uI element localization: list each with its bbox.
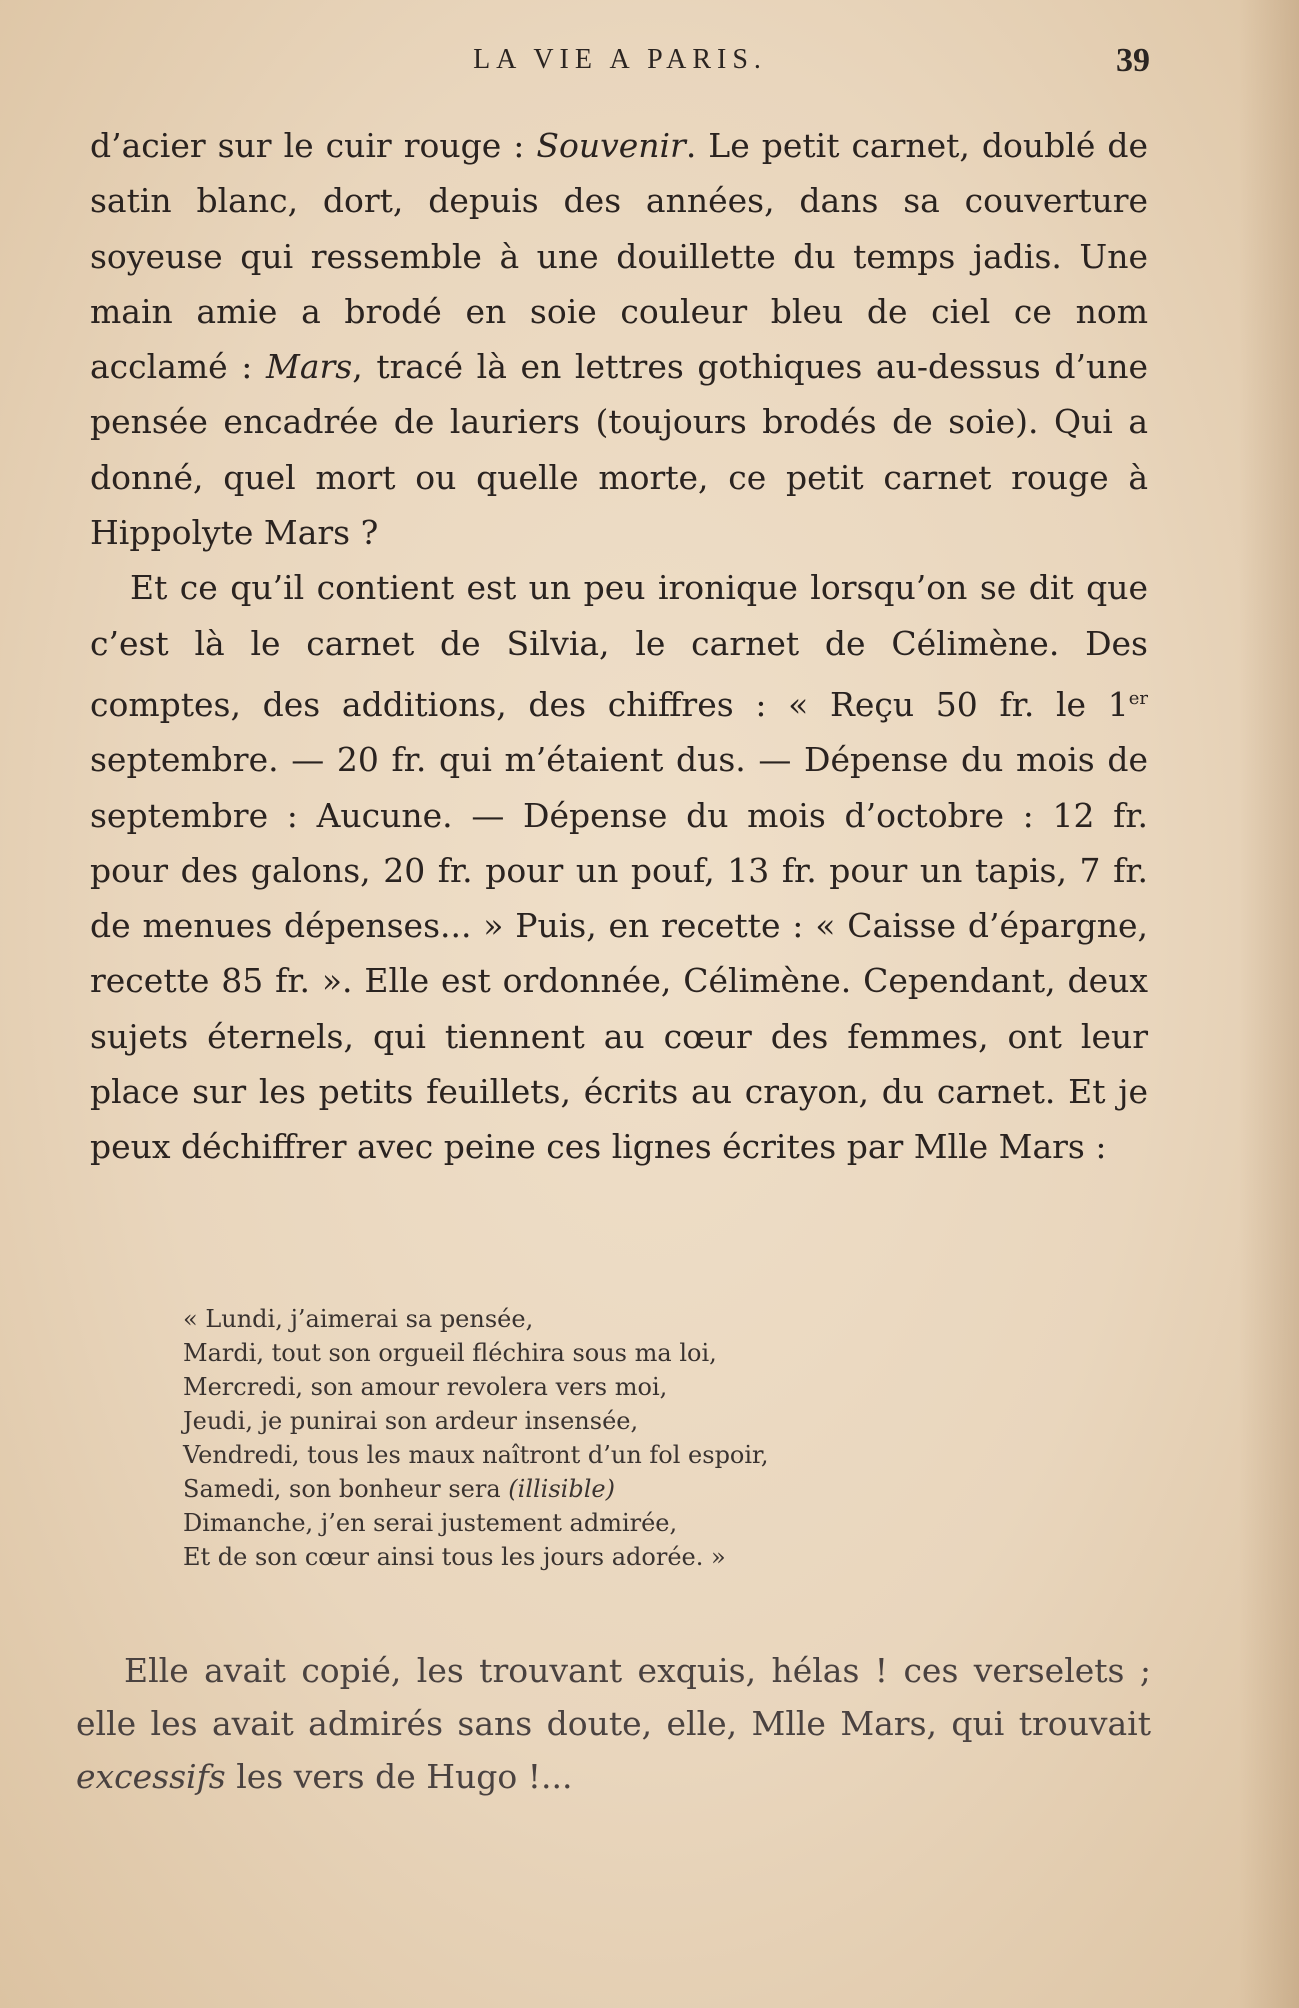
poem-line-4: Jeudi, je punirai son ardeur insensée, xyxy=(183,1407,639,1435)
poem-line-6-italic: (illisible) xyxy=(508,1475,615,1503)
closing-part-2: les vers de Hugo !... xyxy=(225,1757,573,1796)
paragraph-2 xyxy=(90,560,1148,1174)
paragraph-2-part-2: septembre. — 20 fr. qui m’étaient dus. — Dépense du mois de septembre : Aucune. — Dépense du mois d’octobre : 12 fr. pour des galons, 20 fr. pour un pouf, 13 fr. pour un tapis, 7 fr. de menues dépenses... » Puis, en recette : « Caisse d’épargne, recette 85 fr. ». Elle est ordonnée, Célimène. Cependant, deux sujets éternels, qui tiennent au cœur des femmes, ont leur place sur les petits feuillets, écrits au crayon, du carnet. Et je peux déchiffrer avec peine ces lignes écrites par Mlle Mars : xyxy=(90,740,1148,1167)
closing-paragraph xyxy=(76,1644,1151,1803)
poem-line-8: Et de son cœur ainsi tous les jours adorée. » xyxy=(183,1543,726,1571)
italic-mars: Mars xyxy=(266,347,353,387)
paragraph-1-part-2: . Le petit carnet, doublé de satin blanc, dort, depuis des années, dans sa couverture soyeuse qui ressemble à une douillette du temps jadis. Une main amie a brodé en soie couleur bleu de ciel ce nom acclamé : xyxy=(90,126,1148,387)
italic-souvenir: Souvenir xyxy=(536,126,686,165)
poem-line-6 xyxy=(183,1472,1003,1506)
page-edge-shadow xyxy=(1239,0,1299,2008)
paragraph-1-part-3: , tracé là en lettres gothiques au-dessus d’une pensée encadrée de lauriers (toujours brodés de soie). Qui a donné, quel mort ou quelle morte, ce petit carnet rouge à Hippolyte Mars ? xyxy=(90,347,1148,553)
poem xyxy=(183,1302,1003,1574)
poem-line-7: Dimanche, j’en serai justement admirée, xyxy=(183,1509,678,1537)
paragraph-2-part-1: Et ce qu’il contient est un peu ironique lorsqu’on se dit que c’est là le carnet de Silvia, le carnet de Célimène. Des comptes, des additions, des chiffres : « Reçu 50 fr. le 1 xyxy=(90,568,1148,724)
poem-line-5: Vendredi, tous les maux naîtront d’un fol espoir, xyxy=(183,1441,769,1469)
running-head xyxy=(90,44,1150,84)
page-number: 39 xyxy=(1116,42,1150,79)
paragraph-1-part-1: d’acier sur le cuir rouge : xyxy=(90,126,537,165)
running-title: LA VIE A PARIS. xyxy=(473,44,767,75)
poem-line-1: « Lundi, j’aimerai sa pensée, xyxy=(183,1305,534,1333)
paragraph-1 xyxy=(90,118,1148,560)
superscript-er: er xyxy=(1128,687,1148,709)
body-text xyxy=(90,118,1148,1175)
closing-part-1: Elle avait copié, les trouvant exquis, hélas ! ces verselets ; elle les avait admirés sans doute, elle, Mlle Mars, qui trouvait xyxy=(76,1651,1151,1743)
poem-line-2: Mardi, tout son orgueil fléchira sous ma loi, xyxy=(183,1339,717,1367)
poem-line-6-text: Samedi, son bonheur sera xyxy=(183,1475,509,1503)
poem-line-3: Mercredi, son amour revolera vers moi, xyxy=(183,1373,668,1401)
italic-excessifs: excessifs xyxy=(76,1757,226,1796)
